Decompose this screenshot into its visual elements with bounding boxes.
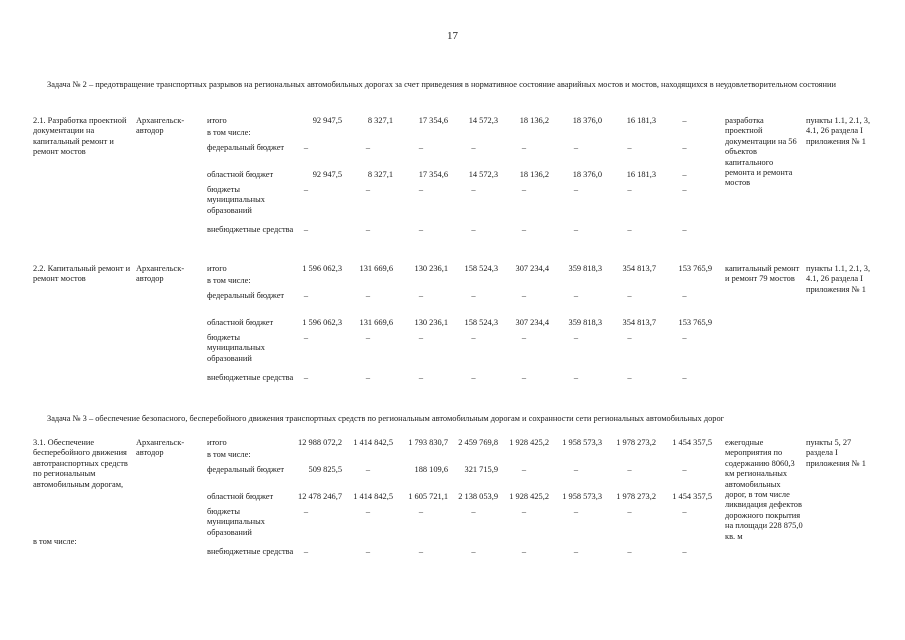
amount-cell: – bbox=[471, 225, 476, 234]
amount-cell: 153 765,9 bbox=[678, 264, 712, 273]
amount-cell: 131 669,6 bbox=[359, 318, 393, 327]
amount-cell: 17 354,6 bbox=[418, 170, 448, 179]
amount-cell: – bbox=[627, 333, 632, 342]
amount-cell: – bbox=[573, 465, 579, 474]
amount-cell: – bbox=[682, 291, 687, 300]
measure-name: 2.1. Разработка проектной документации на капитальный ремонт и ремонт мостов bbox=[33, 116, 127, 157]
amount-cell: – bbox=[365, 291, 371, 300]
amount-cell: – bbox=[682, 185, 687, 194]
amount-cell: – bbox=[521, 547, 527, 556]
funding-source: бюджеты муниципальных образований bbox=[207, 507, 265, 537]
amount-cell: – bbox=[573, 291, 579, 300]
funding-source: бюджеты муниципальных образований bbox=[207, 333, 265, 363]
amount-cell: – bbox=[303, 291, 309, 300]
funding-source: итого bbox=[207, 116, 227, 125]
amount-cell: – bbox=[303, 547, 309, 556]
funding-source: в том числе: bbox=[207, 450, 251, 459]
amount-cell: – bbox=[627, 225, 632, 234]
amount-cell: 1 414 842,5 bbox=[353, 438, 393, 447]
amount-cell: – bbox=[573, 373, 579, 382]
amount-cell: – bbox=[303, 373, 309, 382]
amount-cell: – bbox=[682, 170, 687, 179]
executor: Архангельск-автодор bbox=[136, 438, 185, 458]
amount-cell: – bbox=[521, 143, 527, 152]
funding-source: областной бюджет bbox=[207, 170, 274, 179]
amount-cell: – bbox=[573, 143, 579, 152]
amount-cell: – bbox=[682, 333, 687, 342]
amount-cell: – bbox=[365, 507, 371, 516]
amount-cell: – bbox=[471, 547, 476, 556]
task-text: Задача № 2 – предотвращение транспортных разрывов на региональных автомобильных дорогах за счет приведения в нормативное состояние аварийных мостов и мостов, находящихся в неудовлетворительном состоянии bbox=[47, 80, 836, 89]
task-heading bbox=[33, 414, 873, 424]
amount-cell: 1 596 062,3 bbox=[302, 318, 342, 327]
amount-cell: 1 596 062,3 bbox=[302, 264, 342, 273]
amount-cell: 92 947,5 bbox=[312, 116, 342, 125]
amount-cell: 14 572,3 bbox=[468, 170, 498, 179]
amount-cell: 18 376,0 bbox=[572, 170, 602, 179]
amount-cell: 1 958 573,3 bbox=[562, 492, 602, 501]
amount-cell: 354 813,7 bbox=[622, 318, 656, 327]
amount-cell: – bbox=[627, 547, 632, 556]
amount-cell: – bbox=[627, 143, 632, 152]
page-number: 17 bbox=[447, 30, 458, 42]
amount-cell: 12 988 072,2 bbox=[298, 438, 342, 447]
amount-cell: 130 236,1 bbox=[414, 264, 448, 273]
amount-cell: – bbox=[573, 507, 579, 516]
funding-source: итого bbox=[207, 438, 227, 447]
amount-cell: – bbox=[627, 465, 632, 474]
amount-cell: – bbox=[365, 185, 371, 194]
amount-cell: – bbox=[365, 225, 371, 234]
amount-cell: – bbox=[303, 143, 309, 152]
amount-cell: – bbox=[682, 143, 687, 152]
funding-source: в том числе: bbox=[207, 128, 251, 137]
amount-cell: – bbox=[303, 507, 309, 516]
amount-cell: 12 478 246,7 bbox=[298, 492, 342, 501]
amount-cell: 1 958 573,3 bbox=[562, 438, 602, 447]
amount-cell: – bbox=[521, 291, 527, 300]
result-text: капитальный ремонт и ремонт 79 мостов bbox=[725, 264, 800, 284]
amount-cell: 1 793 830,7 bbox=[408, 438, 448, 447]
amount-cell: 359 818,3 bbox=[568, 264, 602, 273]
amount-cell: 14 572,3 bbox=[468, 116, 498, 125]
amount-cell: 18 136,2 bbox=[519, 170, 549, 179]
task-heading bbox=[33, 80, 873, 90]
amount-cell: 2 138 053,9 bbox=[458, 492, 498, 501]
amount-cell: 1 605 721,1 bbox=[408, 492, 448, 501]
amount-cell: – bbox=[682, 373, 687, 382]
amount-cell: – bbox=[471, 507, 476, 516]
funding-source: внебюджетные средства bbox=[207, 225, 294, 234]
amount-cell: – bbox=[573, 333, 579, 342]
funding-source: внебюджетные средства bbox=[207, 373, 294, 382]
amount-cell: – bbox=[521, 465, 527, 474]
amount-cell: – bbox=[521, 507, 527, 516]
amount-cell: – bbox=[682, 465, 687, 474]
measure-name: 3.1. Обеспечение бесперебойного движения автотранспортных средств по региональным автомобильным дорогам, bbox=[33, 438, 128, 489]
funding-source: бюджеты муниципальных образований bbox=[207, 185, 265, 215]
amount-cell: 307 234,4 bbox=[515, 318, 549, 327]
amount-cell: 18 376,0 bbox=[572, 116, 602, 125]
amount-cell: – bbox=[418, 291, 424, 300]
amount-cell: 1 978 273,2 bbox=[616, 492, 656, 501]
amount-cell: – bbox=[365, 143, 371, 152]
amount-cell: – bbox=[521, 333, 527, 342]
amount-cell: – bbox=[682, 116, 687, 125]
amount-cell: – bbox=[627, 373, 632, 382]
amount-cell: – bbox=[471, 185, 476, 194]
amount-cell: 1 414 842,5 bbox=[353, 492, 393, 501]
amount-cell: – bbox=[627, 291, 632, 300]
amount-cell: 17 354,6 bbox=[418, 116, 448, 125]
funding-source: в том числе: bbox=[207, 276, 251, 285]
amount-cell: – bbox=[365, 547, 371, 556]
executor: Архангельск-автодор bbox=[136, 264, 185, 284]
amount-cell: 1 978 273,2 bbox=[616, 438, 656, 447]
amount-cell: 1 454 357,5 bbox=[672, 492, 712, 501]
amount-cell: – bbox=[365, 465, 371, 474]
amount-cell: – bbox=[573, 547, 579, 556]
amount-cell: – bbox=[521, 225, 527, 234]
reference-text: пункты 5, 27 раздела I приложения № 1 bbox=[806, 438, 866, 468]
amount-cell: – bbox=[418, 225, 424, 234]
amount-cell: – bbox=[682, 547, 687, 556]
amount-cell: – bbox=[471, 143, 476, 152]
reference-text: пункты 1.1, 2.1, 3, 4.1, 26 раздела I приложения № 1 bbox=[806, 116, 871, 146]
amount-cell: – bbox=[521, 185, 527, 194]
amount-cell: 16 181,3 bbox=[626, 116, 656, 125]
amount-cell: – bbox=[573, 185, 579, 194]
amount-cell: 158 524,3 bbox=[464, 318, 498, 327]
amount-cell: – bbox=[418, 547, 424, 556]
funding-source: областной бюджет bbox=[207, 318, 274, 327]
amount-cell: 359 818,3 bbox=[568, 318, 602, 327]
amount-cell: – bbox=[573, 225, 579, 234]
amount-cell: – bbox=[471, 373, 476, 382]
amount-cell: 158 524,3 bbox=[464, 264, 498, 273]
task-text: Задача № 3 – обеспечение безопасного, бесперебойного движения транспортных средств по региональным автомобильным дорогам и сохранности сети региональных автомобильных дорог bbox=[47, 414, 725, 423]
amount-cell: – bbox=[418, 507, 424, 516]
amount-cell: – bbox=[303, 225, 309, 234]
amount-cell: – bbox=[521, 373, 527, 382]
result-text: разработка проектной документации на 56 объектов капитального ремонта и ремонта мостов bbox=[725, 116, 797, 188]
amount-cell: 188 109,6 bbox=[414, 465, 448, 474]
amount-cell: – bbox=[418, 373, 424, 382]
funding-source: итого bbox=[207, 264, 227, 273]
amount-cell: – bbox=[471, 291, 476, 300]
amount-cell: – bbox=[471, 333, 476, 342]
amount-cell: 354 813,7 bbox=[622, 264, 656, 273]
amount-cell: 18 136,2 bbox=[519, 116, 549, 125]
amount-cell: 321 715,9 bbox=[464, 465, 498, 474]
funding-source: федеральный бюджет bbox=[207, 291, 285, 300]
amount-cell: 509 825,5 bbox=[308, 465, 342, 474]
result-text: ежегодные мероприятия по содержанию 8060,3 км региональных автомобильных дорог, в том числе ликвидация дефектов дорожного покрытия на площади 228 875,0 кв. м bbox=[725, 438, 803, 541]
amount-cell: – bbox=[627, 185, 632, 194]
amount-cell: 16 181,3 bbox=[626, 170, 656, 179]
amount-cell: 1 454 357,5 bbox=[672, 438, 712, 447]
funding-source: внебюджетные средства bbox=[207, 547, 294, 556]
amount-cell: – bbox=[418, 185, 424, 194]
funding-source: федеральный бюджет bbox=[207, 143, 285, 152]
amount-cell: 131 669,6 bbox=[359, 264, 393, 273]
amount-cell: – bbox=[682, 507, 687, 516]
amount-cell: 2 459 769,8 bbox=[458, 438, 498, 447]
amount-cell: 8 327,1 bbox=[367, 116, 393, 125]
amount-cell: 1 928 425,2 bbox=[509, 492, 549, 501]
funding-source: областной бюджет bbox=[207, 492, 274, 501]
amount-cell: – bbox=[682, 225, 687, 234]
amount-cell: 1 928 425,2 bbox=[509, 438, 549, 447]
amount-cell: 307 234,4 bbox=[515, 264, 549, 273]
executor: Архангельск-автодор bbox=[136, 116, 185, 136]
amount-cell: – bbox=[365, 373, 371, 382]
amount-cell: – bbox=[303, 333, 309, 342]
amount-cell: – bbox=[365, 333, 371, 342]
amount-cell: 8 327,1 bbox=[367, 170, 393, 179]
amount-cell: 130 236,1 bbox=[414, 318, 448, 327]
amount-cell: – bbox=[418, 333, 424, 342]
amount-cell: – bbox=[627, 507, 632, 516]
reference-text: пункты 1.1, 2.1, 3, 4.1, 26 раздела I приложения № 1 bbox=[806, 264, 871, 294]
amount-cell: 153 765,9 bbox=[678, 318, 712, 327]
measure-name-extra: в том числе: bbox=[33, 537, 77, 546]
amount-cell: – bbox=[303, 185, 309, 194]
amount-cell: – bbox=[418, 143, 424, 152]
measure-name: 2.2. Капитальный ремонт и ремонт мостов bbox=[33, 264, 131, 284]
funding-source: федеральный бюджет bbox=[207, 465, 285, 474]
amount-cell: 92 947,5 bbox=[312, 170, 342, 179]
